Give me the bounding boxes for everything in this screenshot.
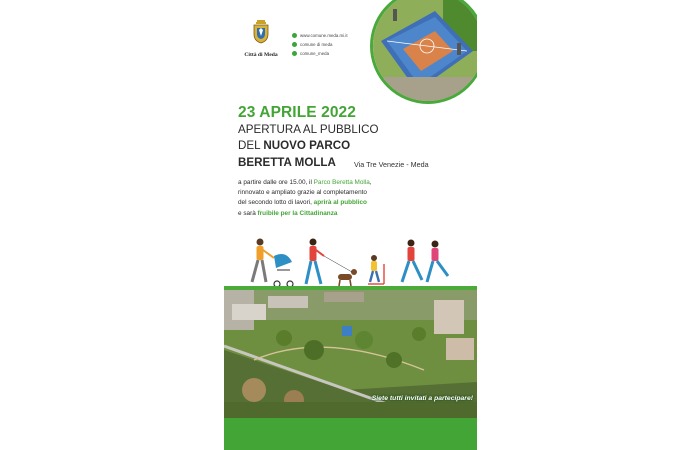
sport-court-photo: [370, 0, 477, 104]
web-icon: [292, 33, 297, 38]
running-man-figure: [402, 240, 422, 283]
court-illustration: [373, 0, 477, 101]
coat-of-arms-icon: [252, 20, 270, 44]
facebook-icon: [292, 42, 297, 47]
desc-text: a partire dalle ore 15.00, il: [238, 179, 314, 186]
desc-usable: fruibile per la Cittadinanza: [257, 209, 338, 217]
event-poster: [224, 0, 477, 450]
social-item-instagram[interactable]: [292, 49, 372, 58]
people-illustration: [224, 234, 477, 292]
event-address: Via Tre Venezie - Meda: [354, 160, 429, 169]
social-links: [292, 31, 372, 58]
social-text: comune di meda: [300, 42, 333, 47]
child-on-scooter-figure: [368, 255, 384, 284]
headline-line-2: [238, 139, 350, 152]
headline-new-park: NUOVO PARCO: [263, 139, 351, 152]
park-name-title: BERETTA MOLLA: [238, 156, 336, 169]
social-item-facebook[interactable]: [292, 40, 372, 49]
woman-with-stroller-figure: [252, 239, 293, 288]
footer-bar: [224, 418, 477, 450]
dog-figure: [324, 256, 357, 286]
instagram-icon: [292, 51, 297, 56]
event-date: 23 APRILE 2022: [238, 104, 356, 121]
invitation-text: Siete tutti invitati a partecipare!: [371, 395, 473, 402]
social-text: comune_meda: [300, 51, 330, 56]
city-name: Città di Meda: [244, 52, 278, 58]
headline-line-1: APERTURA AL PUBBLICO: [238, 123, 379, 136]
city-crest: [238, 20, 284, 58]
desc-text: e sarà: [238, 209, 258, 217]
desc-text: del secondo lotto di lavori,: [238, 199, 314, 207]
event-description: [238, 178, 468, 219]
desc-text: ,: [369, 179, 372, 186]
running-woman-figure: [427, 241, 448, 283]
social-item-web[interactable]: [292, 31, 372, 40]
headline-line-2-prefix: DEL: [238, 139, 264, 152]
desc-park-name: Parco Beretta Molla: [313, 179, 370, 186]
social-text: www.comune.meda.mi.it: [300, 33, 348, 38]
walking-woman-figure: [306, 239, 324, 285]
desc-opening: aprirà al pubblico: [313, 199, 367, 207]
desc-text: rinnovato e ampliato grazie al completamento: [238, 189, 367, 197]
